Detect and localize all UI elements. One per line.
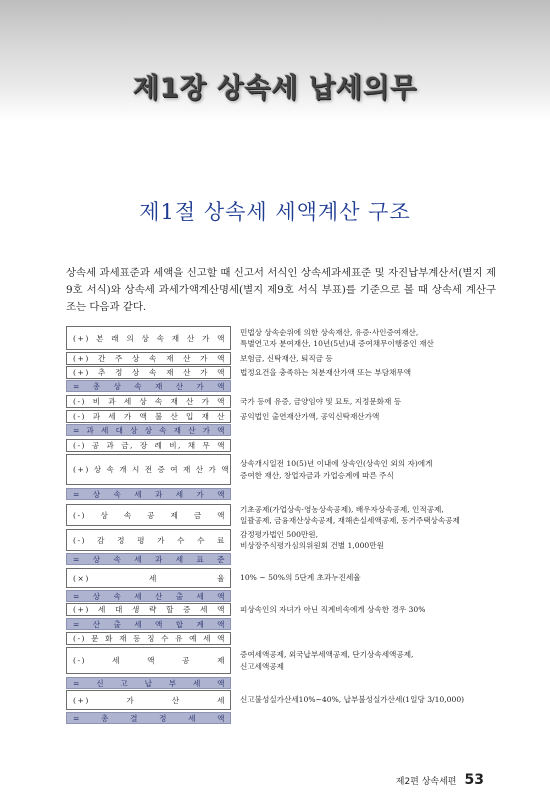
subtotal-box	[66, 618, 231, 630]
item-description: 피상속인의 자녀가 아닌 직계비속에게 상속한 경우 30%	[240, 604, 426, 614]
structure-row	[66, 618, 506, 630]
item-label: (-) 세 액 공 제	[73, 656, 226, 665]
item-label: (+) 본 래 의 상 속 재 산 가 액	[73, 333, 226, 343]
structure-row	[66, 439, 506, 452]
item-description: 10% ~ 50%의 5단계 초과누진세율	[240, 573, 361, 583]
item-box	[66, 439, 231, 452]
structure-row	[66, 632, 506, 645]
item-label: (-) 문 화 재 등 징 수 유 예 세 액	[73, 634, 226, 643]
structure-row	[66, 603, 506, 616]
item-box	[66, 326, 231, 350]
item-description: 국가 등에 유증, 금양임야 및 묘토, 지정문화재 등	[240, 396, 402, 406]
item-description: 신고불성실가산세10%~40%, 납부불성실가산세(1일당 3/10,000)	[240, 695, 465, 705]
item-box	[66, 568, 231, 588]
structure-row	[66, 352, 506, 365]
item-label: (+) 가 산 세	[73, 695, 226, 705]
item-description	[240, 553, 506, 565]
item-description	[240, 712, 506, 724]
item-label: (-) 비 과 세 상 속 재 산 가 액	[73, 397, 226, 406]
item-label: = 상 속 세 과 세 가 액	[73, 489, 226, 499]
item-description	[240, 677, 506, 689]
item-box	[66, 529, 231, 551]
item-label: (+) 간 주 상 속 재 산 가 액	[73, 354, 226, 363]
subtotal-box	[66, 424, 231, 436]
structure-row	[66, 568, 506, 588]
item-label: = 과 세 대 상 상 속 재 산 가 액	[73, 425, 226, 435]
item-description	[240, 618, 506, 630]
item-label: (-) 상 속 공 제 금 액	[73, 510, 226, 520]
structure-row	[66, 366, 506, 379]
footer-section: 제2편 상속세편	[395, 777, 457, 787]
item-label: = 신 고 납 부 세 액	[73, 678, 226, 688]
section-title: 제1절 상속세 세액계산 구조	[139, 200, 411, 224]
item-label: (+) 세 대 생 략 할 증 세 액	[73, 605, 226, 614]
structure-row	[66, 380, 506, 392]
item-box	[66, 504, 231, 526]
subtotal-box	[66, 677, 231, 689]
item-box	[66, 603, 231, 616]
subtotal-box	[66, 712, 231, 724]
item-box	[66, 647, 231, 674]
item-description	[240, 590, 506, 602]
item-description: 법정요건을 충족하는 처분재산가액 또는 부담채무액	[240, 367, 412, 377]
item-description: 민법상 상속순위에 의한 상속재산, 유증·사인증여재산, 특별연고자 분여재산, 10년(5년)내 증여채무이행중인 재산	[240, 327, 434, 348]
structure-row	[66, 590, 506, 602]
item-label: (-) 과 세 가 액 불 산 입 재 산	[73, 412, 226, 421]
item-box	[66, 454, 231, 485]
item-label: = 산 출 세 액 합 계 액	[73, 619, 226, 629]
structure-row	[66, 712, 506, 724]
page-number: 53	[464, 772, 484, 788]
intro-paragraph: 상속세 과세표준과 세액을 신고할 때 신고서 서식인 상속세과세표준 및 자진납부계산서(별지 제9호 서식)와 상속세 과세가액계산명세(별지 제9호 서식 부표)를 기준으로 볼 때 상속세 계산구조는 다음과 같다.	[66, 267, 496, 313]
subtotal-box	[66, 590, 231, 602]
item-description	[240, 380, 506, 392]
item-label: (-) 공 과 금, 장 례 비, 채 무 액	[73, 441, 226, 450]
item-description: 증여세액공제, 외국납부세액공제, 단기상속세액공제, 신고세액공제	[240, 650, 414, 671]
item-description: 공익법인 출연재산가액, 공익신탁재산가액	[240, 411, 380, 421]
item-box	[66, 690, 231, 710]
structure-row	[66, 504, 506, 526]
structure-row	[66, 647, 506, 674]
subtotal-box	[66, 553, 231, 565]
item-box	[66, 352, 231, 365]
structure-row	[66, 690, 506, 710]
item-box	[66, 410, 231, 423]
item-box	[66, 395, 231, 408]
subtotal-box	[66, 380, 231, 392]
structure-row	[66, 326, 506, 350]
item-label: (-) 감 정 평 가 수 수 료	[73, 535, 226, 545]
item-label: = 총 상 속 재 산 가 액	[73, 381, 226, 391]
item-description	[240, 488, 506, 500]
item-description: 기초공제(가업상속·영농상속공제), 배우자상속공제, 인적공제, 일괄공제, 금융재산상속공제, 재해손실세액공제, 동거주택상속공제	[240, 504, 460, 525]
chapter-title: 제1장 상속세 납세의무	[132, 73, 418, 104]
item-description	[240, 439, 506, 452]
item-box	[66, 632, 231, 645]
item-description: 보험금, 신탁재산, 퇴직금 등	[240, 353, 333, 363]
item-description	[240, 424, 506, 436]
item-description: 감정평가법인 500만원, 비상장주식평가심의위원회 건별 1,000만원	[240, 529, 384, 550]
structure-row	[66, 529, 506, 551]
item-box	[66, 366, 231, 379]
page-footer	[396, 772, 484, 788]
item-label: (+) 상 속 개 시 전 증 여 재 산 가 액	[73, 465, 231, 474]
structure-row	[66, 454, 506, 485]
item-label: (+) 추 정 상 속 재 산 가 액	[73, 368, 226, 377]
structure-row	[66, 488, 506, 500]
item-label: = 상 속 세 과 세 표 준	[73, 554, 226, 564]
item-label: = 총 결 정 세 액	[73, 713, 226, 723]
item-label: = 상 속 세 산 출 세 액	[73, 591, 226, 601]
structure-row	[66, 553, 506, 565]
structure-row	[66, 424, 506, 436]
item-label: (×) 세 율	[73, 573, 226, 583]
structure-row	[66, 410, 506, 423]
structure-row	[66, 677, 506, 689]
item-description: 상속개시일전 10(5)년 이내에 상속인(상속인 외의 자)에게 증여한 재산, 창업자금과 가업승계에 따른 주식	[240, 459, 433, 480]
item-description	[240, 632, 506, 645]
subtotal-box	[66, 488, 231, 500]
structure-row	[66, 395, 506, 408]
